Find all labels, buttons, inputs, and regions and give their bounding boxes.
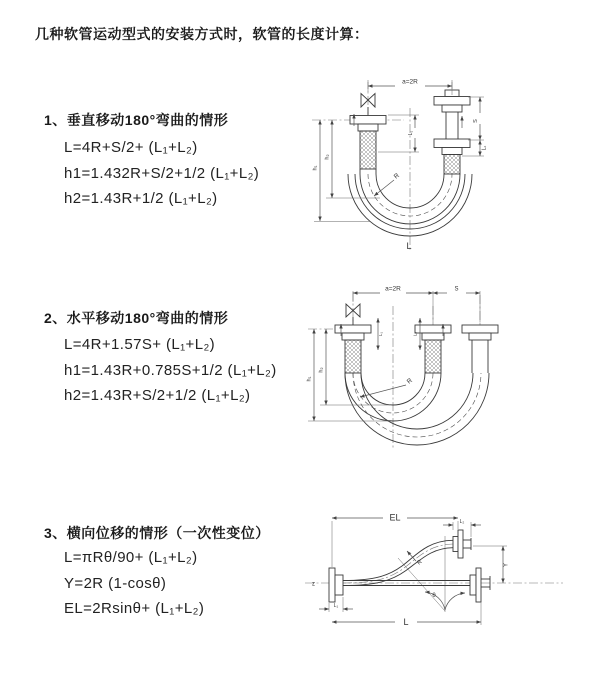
- flange: [434, 139, 470, 148]
- length-label: L: [406, 241, 412, 251]
- flange: [434, 97, 470, 106]
- dim-l1-label: L₁: [378, 331, 383, 337]
- dim-s-label: S: [473, 119, 479, 123]
- radius-label: R: [416, 559, 424, 567]
- radius-label: R: [392, 172, 401, 181]
- flange: [458, 530, 463, 558]
- centerlines: [305, 536, 563, 612]
- section-3-formula-EL: EL=2Rsinθ+ (L₁+L₂): [64, 600, 205, 617]
- dim-s-label: S: [454, 286, 459, 293]
- dim-l2-label: L₂: [459, 519, 465, 525]
- section-3-formula-Y: Y=2R (1-cosθ): [64, 575, 167, 592]
- dim-l2-label: L₂: [412, 331, 418, 337]
- flange: [476, 568, 481, 602]
- dim-a-label: a=2R: [402, 78, 418, 86]
- diagram-horizontal-180-bend: [300, 278, 600, 463]
- braided-hose: [345, 340, 361, 373]
- flange: [335, 325, 371, 333]
- middle-pipe-assembly: [412, 325, 451, 373]
- braided-hose: [444, 155, 460, 175]
- top-right-flange-assembly: [453, 530, 471, 558]
- section-1-formula-h2: h2=1.43R+1/2 (L₁+L₂): [64, 190, 218, 207]
- dim-h1-label: h₁: [306, 376, 313, 382]
- section-1-heading: 1、垂直移动180°弯曲的情形: [44, 112, 229, 128]
- section-3-heading: 3、横向位移的情形（一次性变位）: [44, 525, 270, 541]
- section-2-formula-h2: h2=1.43R+S/2+1/2 (L₁+L₂): [64, 387, 251, 404]
- dimensions: [307, 286, 481, 422]
- radius-label: R: [405, 377, 414, 386]
- section-1-formula-h1: h1=1.432R+S/2+1/2 (L₁+L₂): [64, 165, 260, 182]
- section-3-formula-L: L=πRθ/90+ (L₁+L₂): [64, 549, 198, 566]
- braided-hose: [425, 340, 441, 373]
- dim-l2-label: L₂: [481, 145, 488, 151]
- section-2-heading: 2、水平移动180°弯曲的情形: [44, 310, 229, 326]
- dim-l1-label: L₁: [408, 130, 414, 136]
- diagram-lateral-displacement: [295, 498, 600, 648]
- left-flange-assembly: [329, 568, 343, 602]
- dim-a-label: a=2R: [385, 285, 401, 293]
- flange: [350, 116, 386, 125]
- left-pipe-assembly: [350, 94, 386, 175]
- dim-h2-label: h₂: [324, 154, 331, 160]
- dim-y-label: Y: [503, 562, 510, 568]
- braided-hose: [360, 131, 376, 169]
- dim-h2-label: h₂: [318, 367, 325, 373]
- centerlines: [312, 80, 452, 252]
- dim-el-label: EL: [389, 512, 401, 523]
- dim-l1-label: L₁: [333, 603, 339, 609]
- right-pipe-assembly: [434, 90, 470, 174]
- flange: [462, 325, 498, 333]
- section-2-formula-h1: h1=1.43R+0.785S+1/2 (L₁+L₂): [64, 362, 277, 379]
- right-pipe-assembly: [462, 325, 498, 373]
- dim-l-label: L: [403, 617, 409, 627]
- right-bottom-flange-assembly: [470, 568, 490, 602]
- section-2-formula-L: L=4R+1.57S+ (L₁+L₂): [64, 336, 216, 353]
- dim-h1-label: h₁: [312, 165, 319, 171]
- axis-mark: z: [312, 581, 315, 588]
- page-title: 几种软管运动型式的安装方式时，软管的长度计算：: [35, 26, 369, 42]
- flange: [329, 568, 335, 602]
- section-1-formula-L: L=4R+S/2+ (L₁+L₂): [64, 139, 198, 156]
- diagram-vertical-180-bend: [300, 66, 600, 261]
- hose-bend: [345, 373, 489, 445]
- displaced-hose: [343, 540, 453, 585]
- angle-label: θ: [432, 593, 436, 599]
- flange: [415, 325, 451, 333]
